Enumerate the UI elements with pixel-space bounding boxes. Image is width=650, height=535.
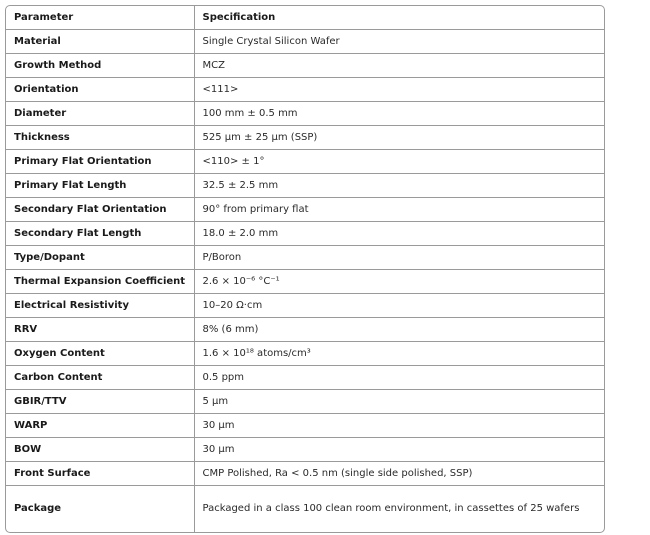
specification-cell: 90° from primary flat <box>194 198 604 222</box>
table-row <box>6 318 604 342</box>
table-row <box>6 294 604 318</box>
specification-cell: 525 μm ± 25 μm (SSP) <box>194 126 604 150</box>
specification-cell: 2.6 × 10⁻⁶ °C⁻¹ <box>194 270 604 294</box>
specification-cell: 0.5 ppm <box>194 366 604 390</box>
table-row <box>6 54 604 78</box>
specification-cell: MCZ <box>194 54 604 78</box>
table-row <box>6 390 604 414</box>
table-row <box>6 462 604 486</box>
table-row <box>6 342 604 366</box>
parameter-cell: Thickness <box>6 126 194 150</box>
specification-cell: Packaged in a class 100 clean room environment, in cassettes of 25 wafers <box>202 503 580 514</box>
specification-cell: CMP Polished, Ra < 0.5 nm (single side polished, SSP) <box>194 462 604 486</box>
table-row <box>6 30 604 54</box>
table-row <box>6 78 604 102</box>
parameter-cell: Electrical Resistivity <box>6 294 194 318</box>
specification-cell: 5 μm <box>194 390 604 414</box>
parameter-cell: Material <box>6 30 194 54</box>
table-row <box>6 270 604 294</box>
parameter-cell: RRV <box>6 318 194 342</box>
table-row <box>6 366 604 390</box>
specification-cell: 18.0 ± 2.0 mm <box>194 222 604 246</box>
parameter-cell: Type/Dopant <box>6 246 194 270</box>
parameter-cell: Thermal Expansion Coefficient <box>6 270 194 294</box>
table-row <box>6 174 604 198</box>
table-row <box>6 246 604 270</box>
specification-cell: 10–20 Ω·cm <box>194 294 604 318</box>
table-row <box>6 150 604 174</box>
table-row <box>6 414 604 438</box>
table-row <box>6 198 604 222</box>
parameter-cell: GBIR/TTV <box>6 390 194 414</box>
specification-cell: 30 μm <box>194 438 604 462</box>
table-row <box>6 438 604 462</box>
table-row <box>6 486 604 533</box>
parameter-cell: Carbon Content <box>6 366 194 390</box>
parameter-cell: Diameter <box>6 102 194 126</box>
parameter-cell: Front Surface <box>6 462 194 486</box>
specification-cell: Single Crystal Silicon Wafer <box>194 30 604 54</box>
parameter-cell: Growth Method <box>6 54 194 78</box>
spec-table <box>6 6 604 532</box>
table-row <box>6 126 604 150</box>
table-row <box>6 222 604 246</box>
parameter-cell: Secondary Flat Length <box>6 222 194 246</box>
specification-cell: 1.6 × 10¹⁸ atoms/cm³ <box>194 342 604 366</box>
spec-table-container <box>5 5 605 533</box>
specification-cell: 100 mm ± 0.5 mm <box>194 102 604 126</box>
specification-cell: 32.5 ± 2.5 mm <box>194 174 604 198</box>
parameter-cell: BOW <box>6 438 194 462</box>
specification-cell: <111> <box>194 78 604 102</box>
table-header-row <box>6 6 604 30</box>
column-header-parameter: Parameter <box>6 6 194 30</box>
parameter-cell: Package <box>6 486 194 533</box>
specification-cell: 30 μm <box>194 414 604 438</box>
parameter-cell: Primary Flat Orientation <box>6 150 194 174</box>
parameter-cell: Oxygen Content <box>6 342 194 366</box>
specification-cell: P/Boron <box>194 246 604 270</box>
column-header-specification: Specification <box>194 6 604 30</box>
specification-cell: <110> ± 1° <box>194 150 604 174</box>
parameter-cell: Primary Flat Length <box>6 174 194 198</box>
parameter-cell: Secondary Flat Orientation <box>6 198 194 222</box>
specification-cell: 8% (6 mm) <box>194 318 604 342</box>
parameter-cell: WARP <box>6 414 194 438</box>
parameter-cell: Orientation <box>6 78 194 102</box>
table-row <box>6 102 604 126</box>
